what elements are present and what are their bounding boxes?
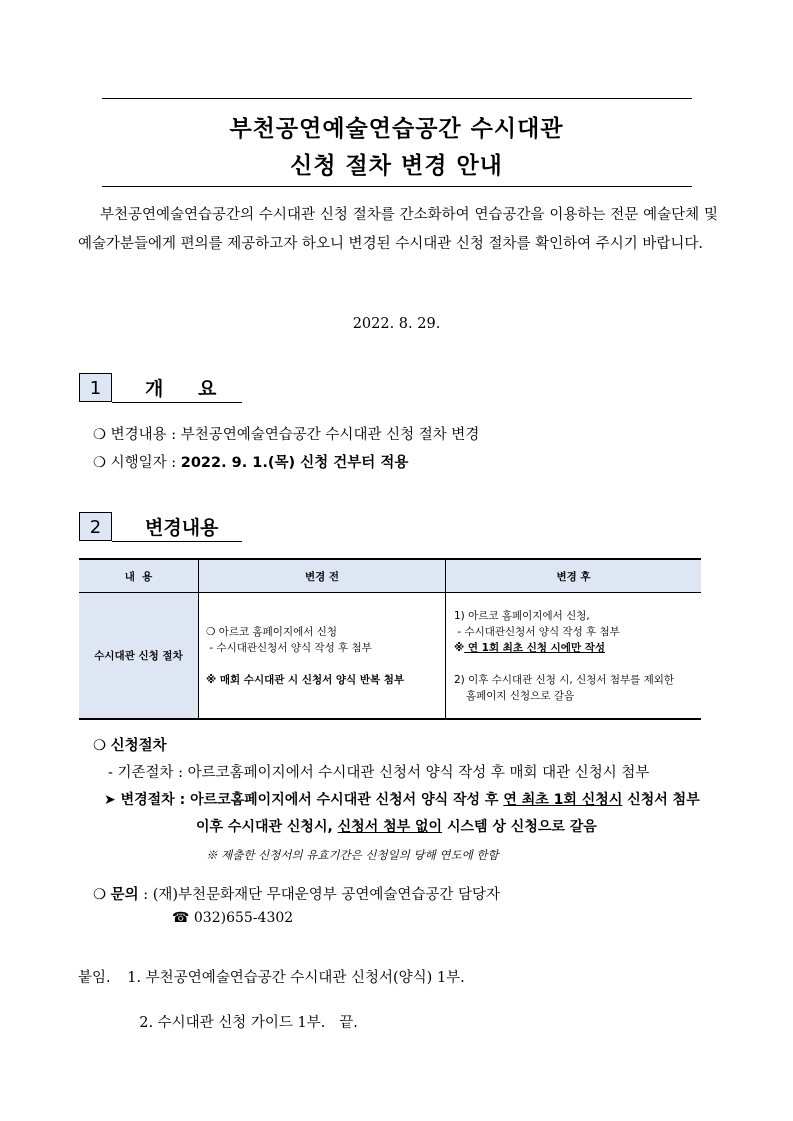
changed2-text-a: 이후 수시대관 신청시, xyxy=(196,819,338,835)
phone-icon: ☎ xyxy=(172,910,190,926)
section1-underline xyxy=(112,402,242,403)
change-comparison-table xyxy=(79,558,701,720)
contact-phone-line xyxy=(172,910,293,926)
contact-line xyxy=(93,883,500,904)
attachments-line1 xyxy=(78,966,465,987)
changed2-text-b: 신청서 첨부 없이 xyxy=(337,819,443,835)
intro-paragraph xyxy=(78,201,718,259)
procedure-note: ※ 제출한 신청서의 유효기간은 신청일의 당해 연도에 한함 xyxy=(206,848,499,862)
changed-label: 변경절차 : xyxy=(115,792,191,808)
contact-label: 문의 xyxy=(110,887,139,903)
table-row xyxy=(79,593,701,720)
changed-text-b: 연 최초 1회 신청시 xyxy=(503,792,623,808)
header-content: 내 용 xyxy=(79,559,199,593)
after-line4: 2) 이후 수시대관 신청 시, 신청서 첨부를 제외한 xyxy=(454,673,675,686)
contact-value: : (재)부천문화재단 무대운영부 공연예술연습공간 담당자 xyxy=(138,887,501,903)
changed2-text-c: 시스템 상 신청으로 갈음 xyxy=(442,819,597,835)
section1-bullet-effective-date xyxy=(93,451,408,472)
attachment-item2: 2. 수시대관 신청 가이드 1부. 끝. xyxy=(139,1015,358,1031)
table-header-row xyxy=(79,559,701,593)
procedure-heading xyxy=(93,734,167,755)
changed-text-a: 아르코홈페이지에서 수시대관 신청서 양식 작성 후 xyxy=(190,792,504,808)
after-cell xyxy=(446,593,702,720)
bullet-value: 부천공연예술연습공간 수시대관 신청 절차 변경 xyxy=(180,427,480,443)
after-line3 xyxy=(454,640,701,656)
after-line3-text: 연 1회 최초 신청 시에만 작성 xyxy=(464,641,606,654)
contact-phone: 032)655-4302 xyxy=(189,910,294,926)
section1-bullet-change xyxy=(93,423,479,444)
row-label: 수시대관 신청 절차 xyxy=(79,593,199,720)
section2-underline xyxy=(112,541,242,542)
attachment-item1: 1. 부천공연예술연습공간 수시대관 신청서(양식) 1부. xyxy=(127,970,465,986)
page-title-line2: 신청 절차 변경 안내 xyxy=(290,153,503,179)
changed-text-c: 신청서 첨부 xyxy=(622,792,700,808)
title-top-rule xyxy=(102,98,692,99)
bullet-mark: ❍ xyxy=(93,427,106,443)
attachments-line2 xyxy=(130,995,358,1032)
page-title-line1: 부천공연예술연습공간 수시대관 xyxy=(229,116,564,142)
bullet-value: 2022. 9. 1.(목) 신청 건부터 적용 xyxy=(180,455,409,471)
arrow-icon: ➤ xyxy=(104,792,116,808)
procedure-title: 신청절차 xyxy=(110,738,167,754)
procedure-mark: ❍ xyxy=(93,738,106,754)
contact-mark: ❍ xyxy=(93,887,106,903)
note-mark: ※ xyxy=(454,641,465,654)
procedure-existing: - 기존절차 : 아르코홈페이지에서 수시대관 신청서 양식 작성 후 매회 대관 신청시 첨부 xyxy=(108,765,650,781)
section2-number: 2 xyxy=(79,512,112,541)
procedure-changed-line2 xyxy=(196,816,597,836)
bullet-label: 시행일자 : xyxy=(110,455,181,471)
attachments-label: 붙임. xyxy=(78,970,111,986)
after-line1: 1) 아르코 홈페이지에서 신청, xyxy=(454,609,590,622)
bullet-label: 변경내용 : xyxy=(110,427,181,443)
before-line1: ❍ 아르코 홈페이지에서 신청 xyxy=(206,625,337,638)
header-after: 변경 후 xyxy=(446,559,702,593)
title-bottom-rule xyxy=(102,186,692,187)
before-cell xyxy=(199,593,446,720)
before-line2: - 수시대관신청서 양식 작성 후 첨부 xyxy=(206,641,372,654)
section1-title: 개 요 xyxy=(145,378,231,400)
header-before: 변경 전 xyxy=(199,559,446,593)
procedure-changed-line1 xyxy=(104,789,700,809)
before-line3: ※ 매회 수시대관 시 신청서 양식 반복 첨부 xyxy=(206,673,405,686)
bullet-mark: ❍ xyxy=(93,455,106,471)
intro-text: 부천공연예술연습공간의 수시대관 신청 절차를 간소화하여 연습공간을 이용하는 전문 예술단체 및 예술가분들에게 편의를 제공하고자 하오니 변경된 수시대관 신청 절차를 확인하여 주시기 바랍니다. xyxy=(78,207,718,252)
after-line5: 홈페이지 신청으로 갈음 xyxy=(466,689,575,702)
document-date: 2022. 8. 29. xyxy=(352,316,441,332)
section1-number: 1 xyxy=(79,373,112,402)
after-line2: - 수시대관신청서 양식 작성 후 첨부 xyxy=(454,625,620,638)
section2-title: 변경내용 xyxy=(145,517,219,539)
